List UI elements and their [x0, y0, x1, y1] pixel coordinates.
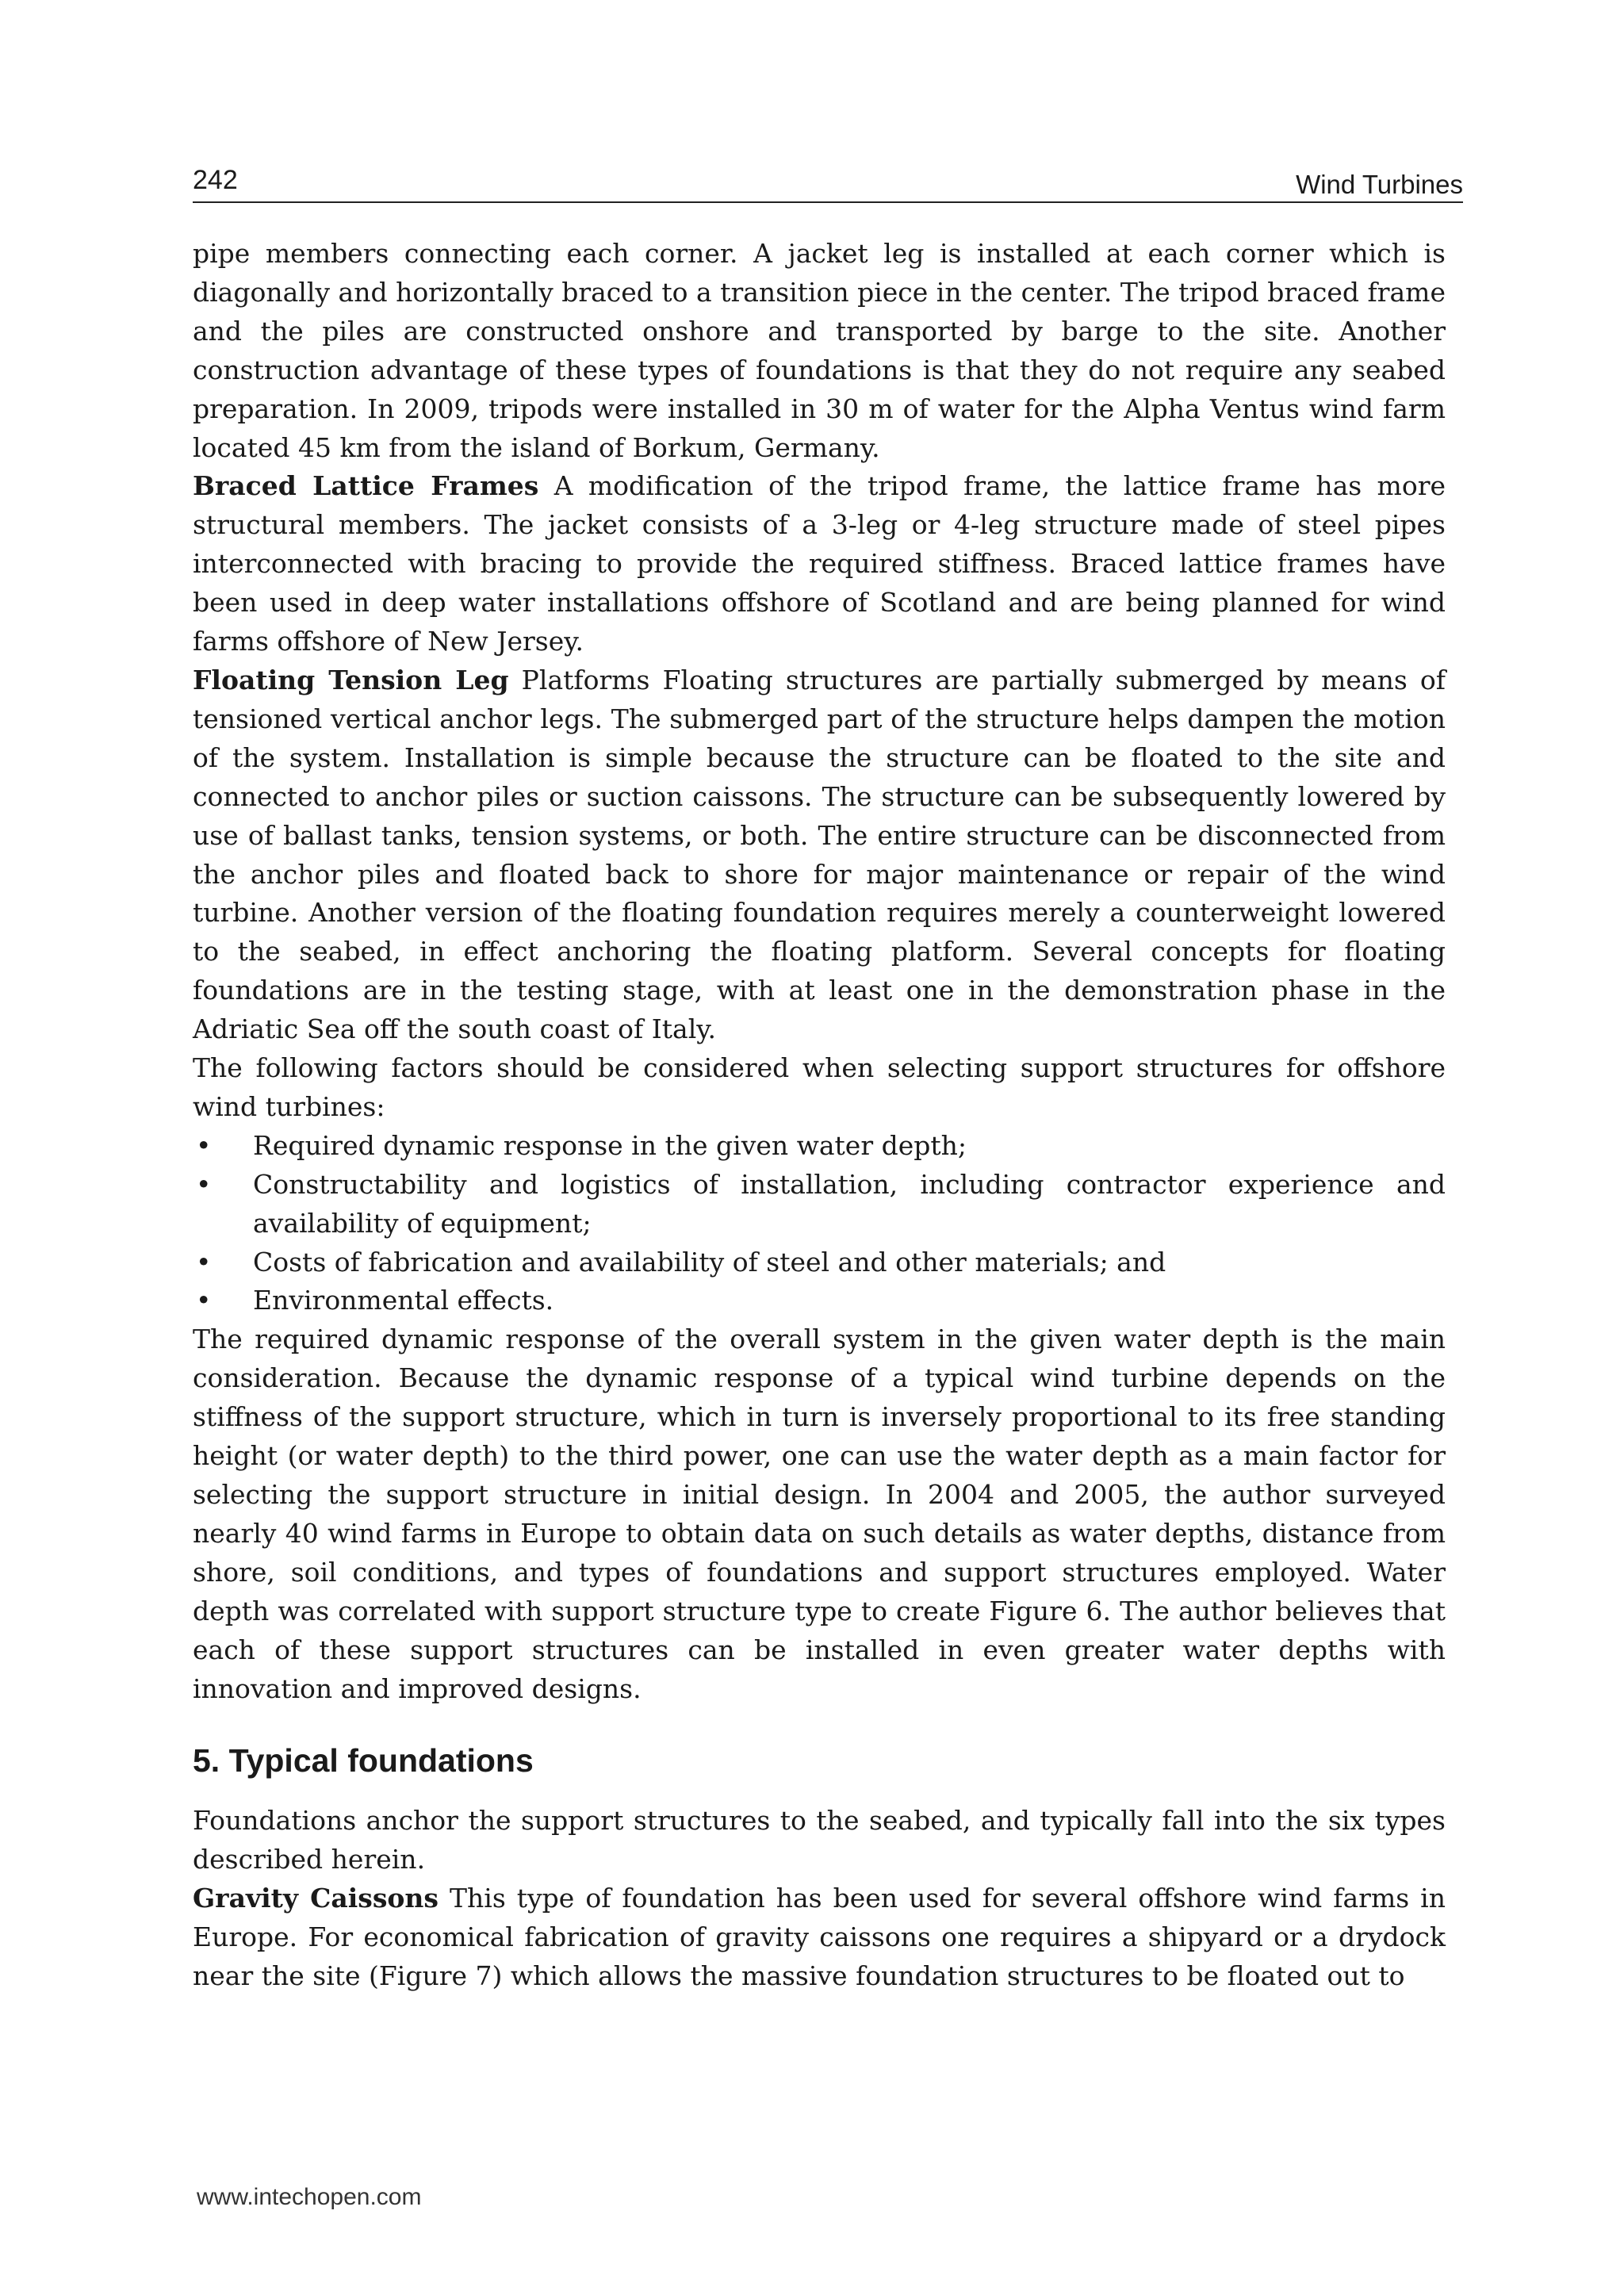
term-braced-lattice-frames: Braced Lattice Frames — [193, 470, 539, 502]
running-title: Wind Turbines — [1296, 170, 1463, 199]
paragraph-tripod-continued: pipe members connecting each corner. A jacket leg is installed at each corner which is diagonally and horizontally braced to a transition piece in the center. The tripod braced frame and the piles are constructed onshore and transported by barge to the site. Another construction advantage of these types of foundations is that they do not require any seabed preparation. In 2009, tripods were installed in 30 m of water for the Alpha Ventus wind farm located 45 km from the island of Borkum, Germany. — [193, 238, 1446, 463]
bullet-icon: • — [196, 1129, 212, 1161]
page-number: 242 — [193, 165, 238, 195]
paragraph-text: This type of foundation has been used for several offshore wind farms in Europe. For economical fabrication of gravity caissons one requires a shipyard or a drydock near the site (Figure 7) which allows the massive foundation structures to be floated out to — [193, 1883, 1446, 1992]
paragraph-gravity-caissons — [193, 1879, 1446, 1996]
list-item — [193, 1166, 1446, 1243]
list-item — [193, 1243, 1446, 1282]
bullet-icon: • — [196, 1168, 212, 1200]
paragraph-foundations-intro: Foundations anchor the support structures to the seabed, and typically fall into the six types described herein. — [193, 1805, 1446, 1875]
paragraph-braced-lattice-frames — [193, 467, 1446, 661]
paragraph-dynamic-response: The required dynamic response of the overall system in the given water depth is the main consideration. Because the dynamic response of a typical wind turbine depends on the stiffness of the support structure, which in turn is inversely proportional to its free standing height (or water depth) to the third power, one can use the water depth as a main factor for selecting the support structure in initial design. In 2004 and 2005, the author surveyed nearly 40 wind farms in Europe to obtain data on such details as water depths, distance from shore, soil conditions, and types of foundations and support structures employed. Water depth was correlated with support structure type to create Figure 6. The author believes that each of these support structures can be installed in even greater water depths with innovation and improved designs. — [193, 1324, 1446, 1704]
body-text — [193, 235, 1446, 1996]
footer-url: www.intechopen.com — [197, 2184, 422, 2210]
page-header — [193, 163, 1463, 203]
section-heading: 5. Typical foundations — [193, 1742, 534, 1780]
list-item — [193, 1127, 1446, 1166]
list-item-text: Costs of fabrication and availability of steel and other materials; and — [253, 1246, 1166, 1278]
list-item — [193, 1282, 1446, 1320]
paragraph-floating-tension-leg — [193, 661, 1446, 1049]
paragraph-factors-intro: The following factors should be considered when selecting support structures for offshore wind turbines: — [193, 1052, 1446, 1122]
paragraph-text: A modification of the tripod frame, the lattice frame has more structural members. The jacket consists of a 3-leg or 4-leg structure made of steel pipes interconnected with bracing to provide the required stiffness. Braced lattice frames have been used in deep water installations offshore of Scotland and are being planned for wind farms offshore of New Jersey. — [193, 470, 1446, 657]
bullet-icon: • — [196, 1246, 212, 1278]
bullet-icon: • — [196, 1285, 212, 1316]
list-item-text: Required dynamic response in the given water depth; — [253, 1129, 967, 1161]
list-item-text: Constructability and logistics of installation, including contractor experience and availability of equipment; — [253, 1168, 1446, 1239]
paragraph-text: Platforms Floating structures are partially submerged by means of tensioned vertical anchor legs. The submerged part of the structure helps dampen the motion of the system. Installation is simple because the structure can be floated to the site and connected to anchor piles or suction caissons. The structure can be subsequently lowered by use of ballast tanks, tension systems, or both. The entire structure can be disconnected from the anchor piles and floated back to shore for major maintenance or repair of the wind turbine. Another version of the floating foundation requires merely a counterweight lowered to the seabed, in effect anchoring the floating platform. Several concepts for floating foundations are in the testing stage, with at least one in the demonstration phase in the Adriatic Sea off the south coast of Italy. — [193, 664, 1446, 1045]
factors-list — [193, 1127, 1446, 1321]
term-gravity-caissons: Gravity Caissons — [193, 1883, 439, 1914]
list-item-text: Environmental effects. — [253, 1285, 554, 1316]
term-floating-tension-leg: Floating Tension Leg — [193, 664, 509, 695]
